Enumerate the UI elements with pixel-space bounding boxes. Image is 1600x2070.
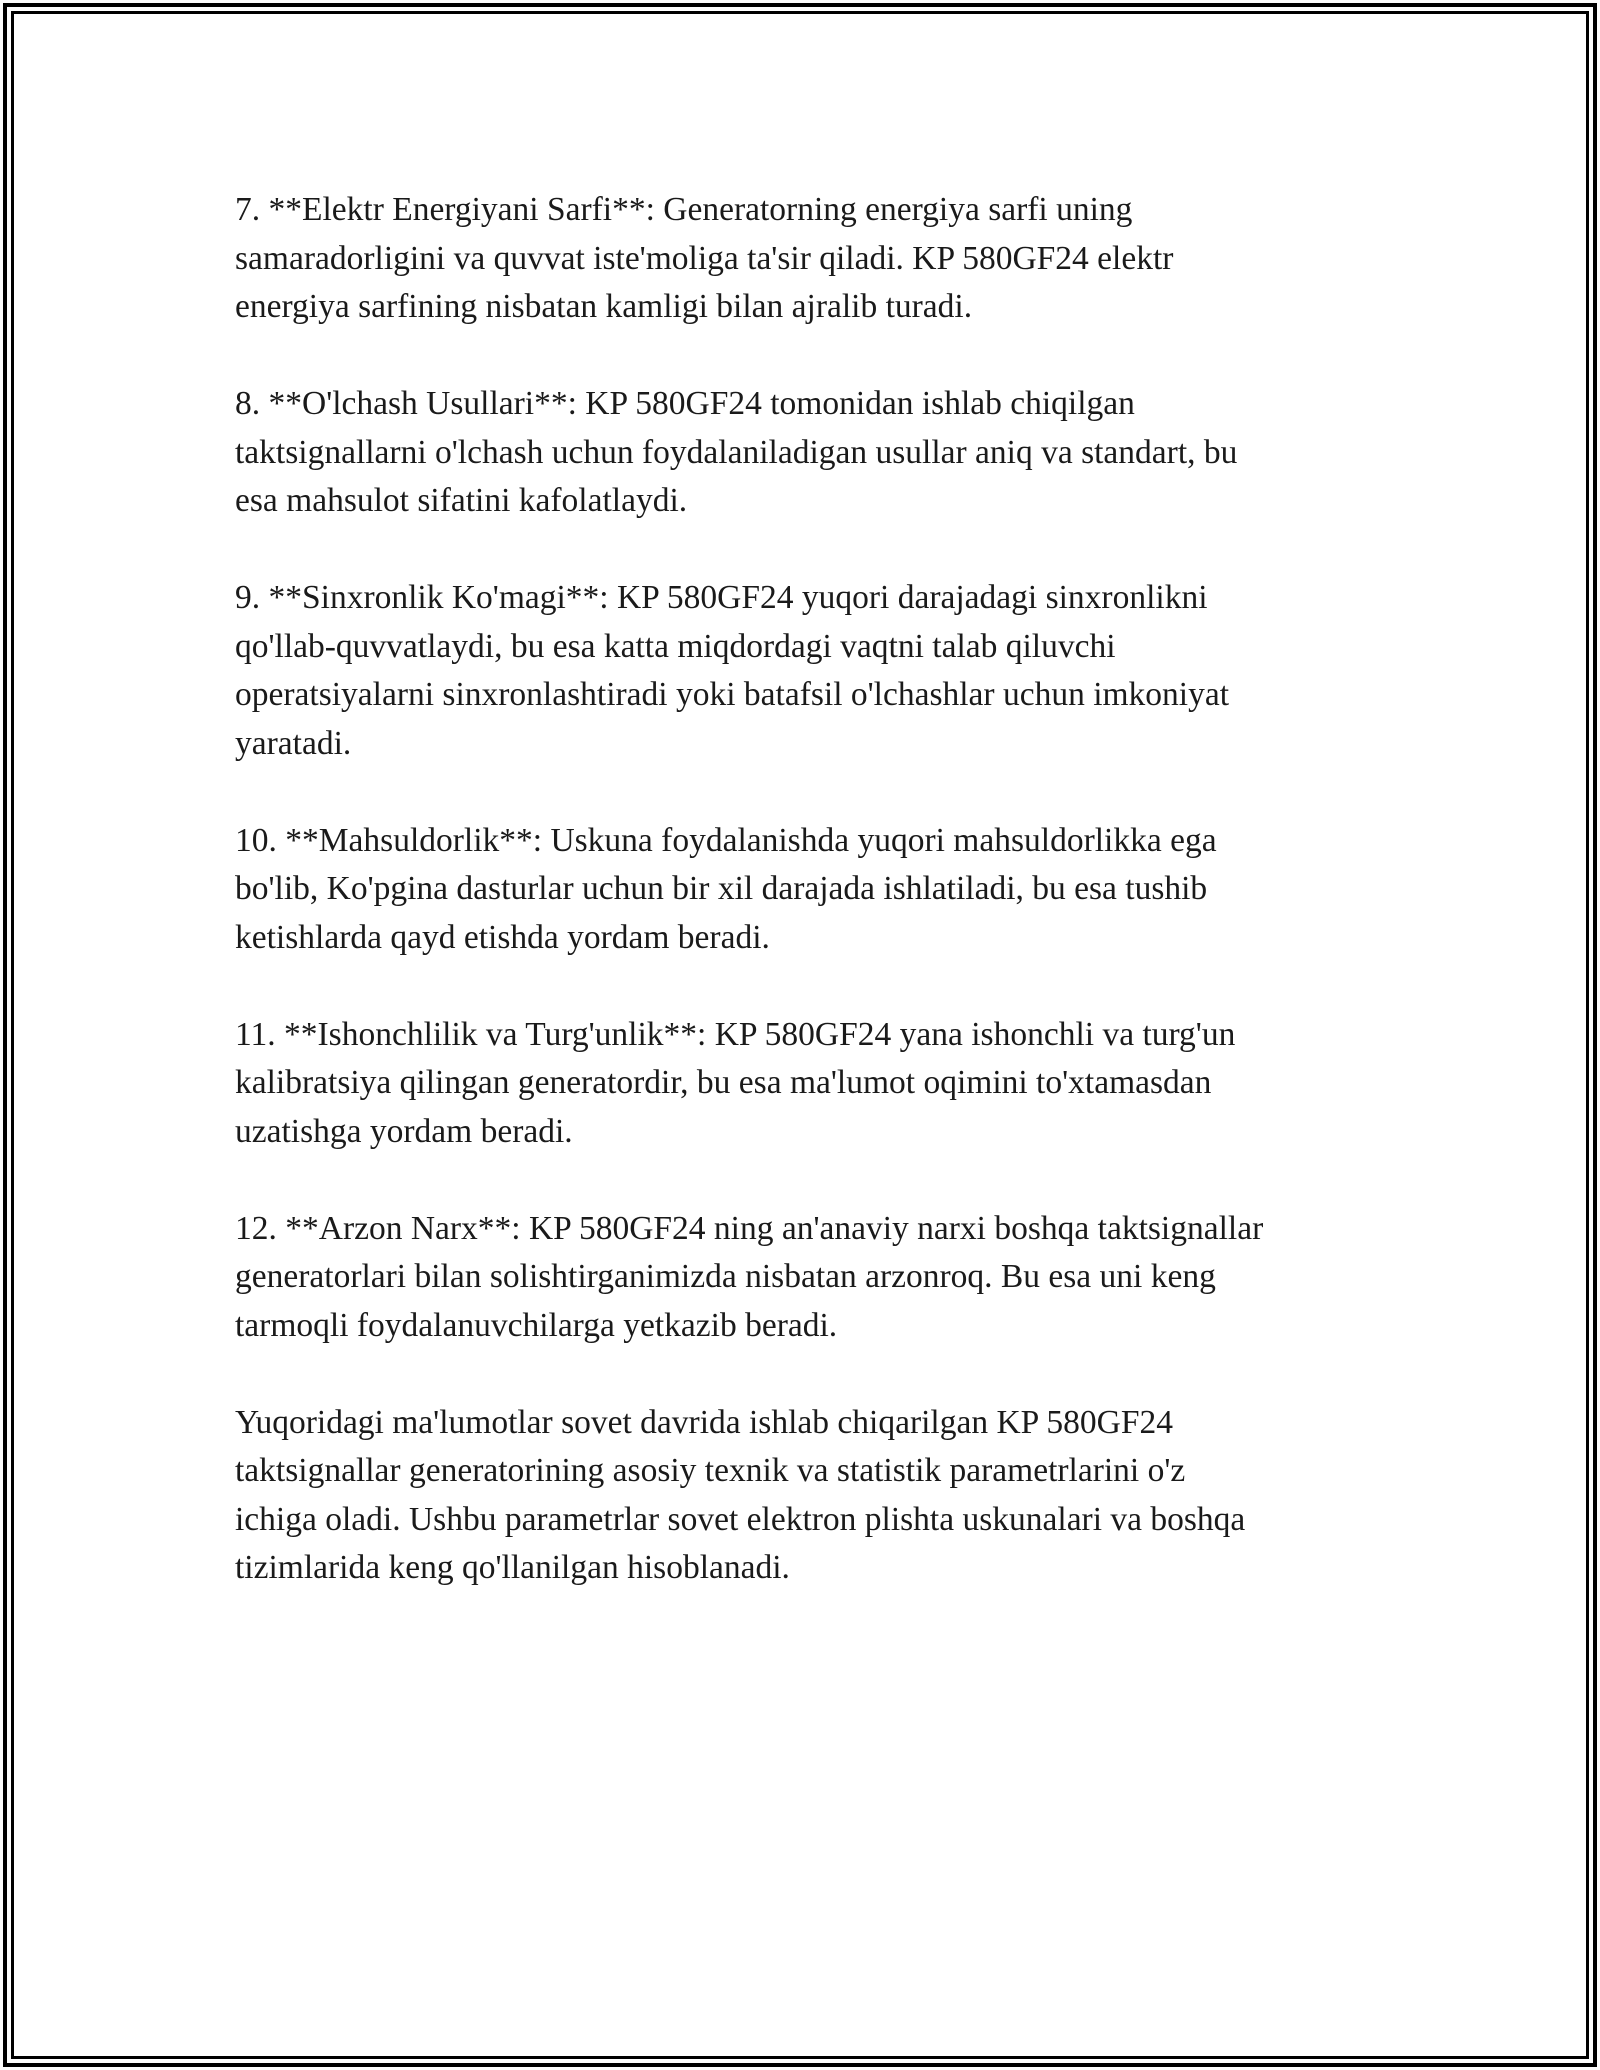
text-line: energiya sarfining nisbatan kamligi bilan ajralib turadi. [235,288,973,325]
text-line: 7. **Elektr Energiyani Sarfi**: Generatorning energiya sarfi uning [235,191,1133,228]
paragraph-item-8 [235,380,1385,526]
text-line: 9. **Sinxronlik Ko'magi**: KP 580GF24 yuqori darajadagi sinxronlikni [235,579,1208,616]
text-line: 12. **Arzon Narx**: KP 580GF24 ning an'anaviy narxi boshqa taktsignallar [235,1209,1264,1247]
text-line: yaratadi. [235,724,352,762]
text-line: uzatishga yordam beradi. [235,1112,573,1150]
paragraph-item-7 [235,186,1385,332]
summary-paragraph [235,1399,1385,1593]
text-line: 10. **Mahsuldorlik**: Uskuna foydalanishda yuqori mahsuldorlikka ega [235,821,1217,859]
text-line: 8. **O'lchash Usullari**: KP 580GF24 tomonidan ishlab chiqilgan [235,385,1135,422]
text-line: qo'llab-quvvatlaydi, bu esa katta miqdordagi vaqtni talab qiluvchi [235,627,1116,665]
paragraph-item-11 [235,1011,1385,1157]
text-line: ichiga oladi. Ushbu parametrlar sovet elektron plishta uskunalari va boshqa [235,1500,1246,1538]
text-line: bo'lib, Ko'pgina dasturlar uchun bir xil darajada ishlatiladi, bu esa tushib [235,870,1208,907]
paragraph-item-10 [235,817,1385,963]
text-line: samaradorligini va quvvat iste'moliga ta'sir qiladi. KP 580GF24 elektr [235,239,1174,277]
text-line: tarmoqli foydalanuvchilarga yetkazib beradi. [235,1306,838,1344]
text-line: tizimlarida keng qo'llanilgan hisoblanadi. [235,1549,790,1586]
text-line: taktsignallar generatorining asosiy texnik va statistik parametrlarini o'z [235,1452,1186,1489]
text-line: taktsignallarni o'lchash uchun foydalaniladigan usullar aniq va standart, bu [235,433,1238,471]
paragraph-item-9 [235,574,1385,768]
text-line: kalibratsiya qilingan generatordir, bu esa ma'lumot oqimini to'xtamasdan [235,1064,1212,1101]
text-line: operatsiyalarni sinxronlashtiradi yoki batafsil o'lchashlar uchun imkoniyat [235,676,1230,713]
document-body [235,186,1385,1641]
text-line: 11. **Ishonchlilik va Turg'unlik**: KP 580GF24 yana ishonchli va turg'un [235,1015,1236,1053]
text-line: ketishlarda qayd etishda yordam beradi. [235,918,770,956]
text-line: Yuqoridagi ma'lumotlar sovet davrida ishlab chiqarilgan KP 580GF24 [235,1403,1173,1441]
paragraph-item-12 [235,1205,1385,1351]
text-line: generatorlari bilan solishtirganimizda nisbatan arzonroq. Bu esa uni keng [235,1258,1216,1295]
text-line: esa mahsulot sifatini kafolatlaydi. [235,482,688,519]
